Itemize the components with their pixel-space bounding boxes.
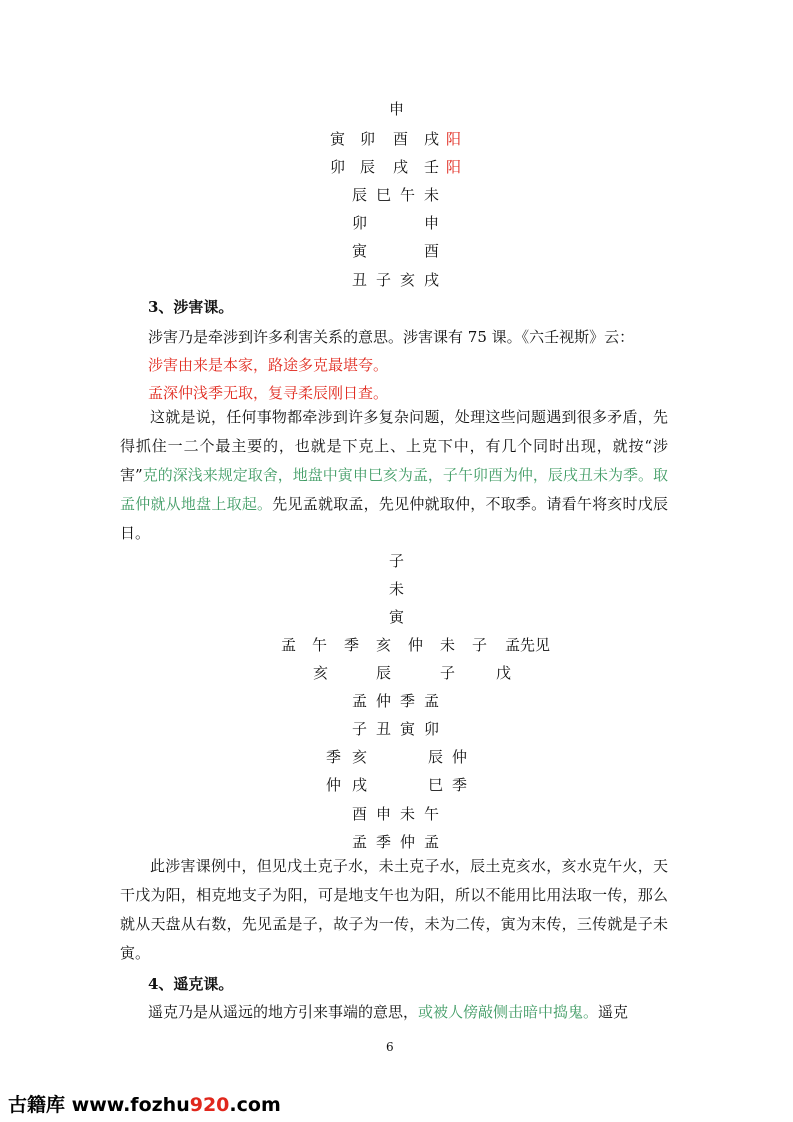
d1-ring: 亥	[400, 271, 416, 289]
verse-line-1: 涉害由来是本家，路途多克最堪夸。	[148, 356, 389, 374]
d2-label: 未	[440, 636, 456, 654]
d2-label: 孟	[281, 636, 297, 654]
d2-ring: 寅	[400, 720, 416, 738]
d2-ke: 子	[440, 664, 456, 682]
d2-label: 子	[472, 636, 488, 654]
d1-cell: 酉	[393, 130, 409, 148]
d2-ring-label: 孟	[424, 692, 440, 710]
d2-ring: 戌	[352, 776, 368, 794]
d2-side-label: 仲	[326, 776, 342, 794]
d2-ring: 子	[352, 720, 368, 738]
explanation-paragraph: 此涉害课例中，但见戊土克子水，未土克子水，辰土克亥水，亥水克午火，天干戊为阳，相克地支子为阳，可是地支午也为阳，所以不能用比用法取一传，那么就从天盘从右数，先见孟是子，故子为一传，未为二传，寅为末传，三传就是子未寅。	[120, 857, 668, 962]
d1-ring: 卯	[352, 214, 368, 232]
d2-ke: 戊	[496, 664, 512, 682]
d2-ring: 酉	[352, 805, 368, 823]
d2-side-label: 季	[452, 776, 468, 794]
d1-ring: 戌	[424, 271, 440, 289]
d1-cell: 寅	[330, 130, 346, 148]
d1-ring: 午	[400, 186, 416, 204]
page-number: 6	[386, 1040, 394, 1054]
d1-ring: 未	[424, 186, 440, 204]
d2-ring-label: 仲	[376, 692, 392, 710]
d2-ring: 申	[376, 805, 392, 823]
d1-top: 申	[389, 100, 405, 118]
d1-ring: 辰	[352, 186, 368, 204]
d2-ring-label: 孟	[424, 833, 440, 851]
d2-ring-label: 孟	[352, 833, 368, 851]
d2-label: 午	[312, 636, 328, 654]
d1-ring: 酉	[424, 242, 440, 260]
d1-cell: 辰	[360, 158, 376, 176]
d2-label: 亥	[376, 636, 392, 654]
d2-label: 仲	[408, 636, 424, 654]
d2-ring-label: 季	[400, 692, 416, 710]
d2-ring: 亥	[352, 748, 368, 766]
d1-cell: 卯	[330, 158, 346, 176]
d1-ring: 巳	[376, 186, 392, 204]
d1-ring: 申	[424, 214, 440, 232]
d1-yang-mark: 阳	[446, 130, 462, 148]
d2-label: 季	[344, 636, 360, 654]
verse-line-2: 孟深仲浅季无取，复寻柔辰刚日查。	[148, 384, 389, 402]
d2-side-label: 仲	[452, 748, 468, 766]
section-3-intro: 涉害乃是牵涉到许多利害关系的意思。涉害课有 75 课。《六壬视斯》云：	[148, 328, 635, 346]
section-4-paragraph: 遥克乃是从遥远的地方引来事端的意思，或被人傍敲侧击暗中捣鬼。遥克	[148, 1003, 629, 1021]
d2-ring: 丑	[376, 720, 392, 738]
d2-ke: 辰	[376, 664, 392, 682]
section-4-heading: 4、遥克课。	[148, 975, 234, 993]
site-watermark: 古籍库 www.fozhu920.com	[8, 1094, 281, 1116]
d1-cell: 戌	[393, 158, 409, 176]
d2-ring: 卯	[424, 720, 440, 738]
san-chuan: 子	[389, 552, 405, 570]
d1-yang-mark: 阳	[446, 158, 462, 176]
d2-ring-label: 孟	[352, 692, 368, 710]
d2-label: 孟先见	[505, 636, 551, 654]
d2-ring-label: 仲	[400, 833, 416, 851]
san-chuan: 未	[389, 580, 405, 598]
d2-ring: 巳	[428, 776, 444, 794]
d2-ring-label: 季	[376, 833, 392, 851]
d1-ring: 寅	[352, 242, 368, 260]
d1-ring: 丑	[352, 271, 368, 289]
d1-cell: 戌	[424, 130, 440, 148]
d2-ring: 午	[424, 805, 440, 823]
d2-side-label: 季	[326, 748, 342, 766]
san-chuan: 寅	[389, 608, 405, 626]
section-3-paragraph: 这就是说，任何事物都牵涉到许多复杂问题，处理这些问题遇到很多矛盾，先得抓住一二个最主要的，也就是下克上、上克下中，有几个同时出现，就按“涉害”克的深浅来规定取舍，地盘中寅申巳亥为孟，子午卯酉为仲，辰戌丑未为季。取孟仲就从地盘上取起。先见孟就取孟，先见仲就取仲，不取季。请看午将亥时戊辰日。	[120, 408, 668, 542]
d2-ring: 辰	[428, 748, 444, 766]
section-3-heading: 3、涉害课。	[148, 298, 234, 316]
d1-cell: 壬	[424, 158, 440, 176]
d2-ring: 未	[400, 805, 416, 823]
d1-cell: 卯	[360, 130, 376, 148]
d1-ring: 子	[376, 271, 392, 289]
d2-ke: 亥	[313, 664, 329, 682]
